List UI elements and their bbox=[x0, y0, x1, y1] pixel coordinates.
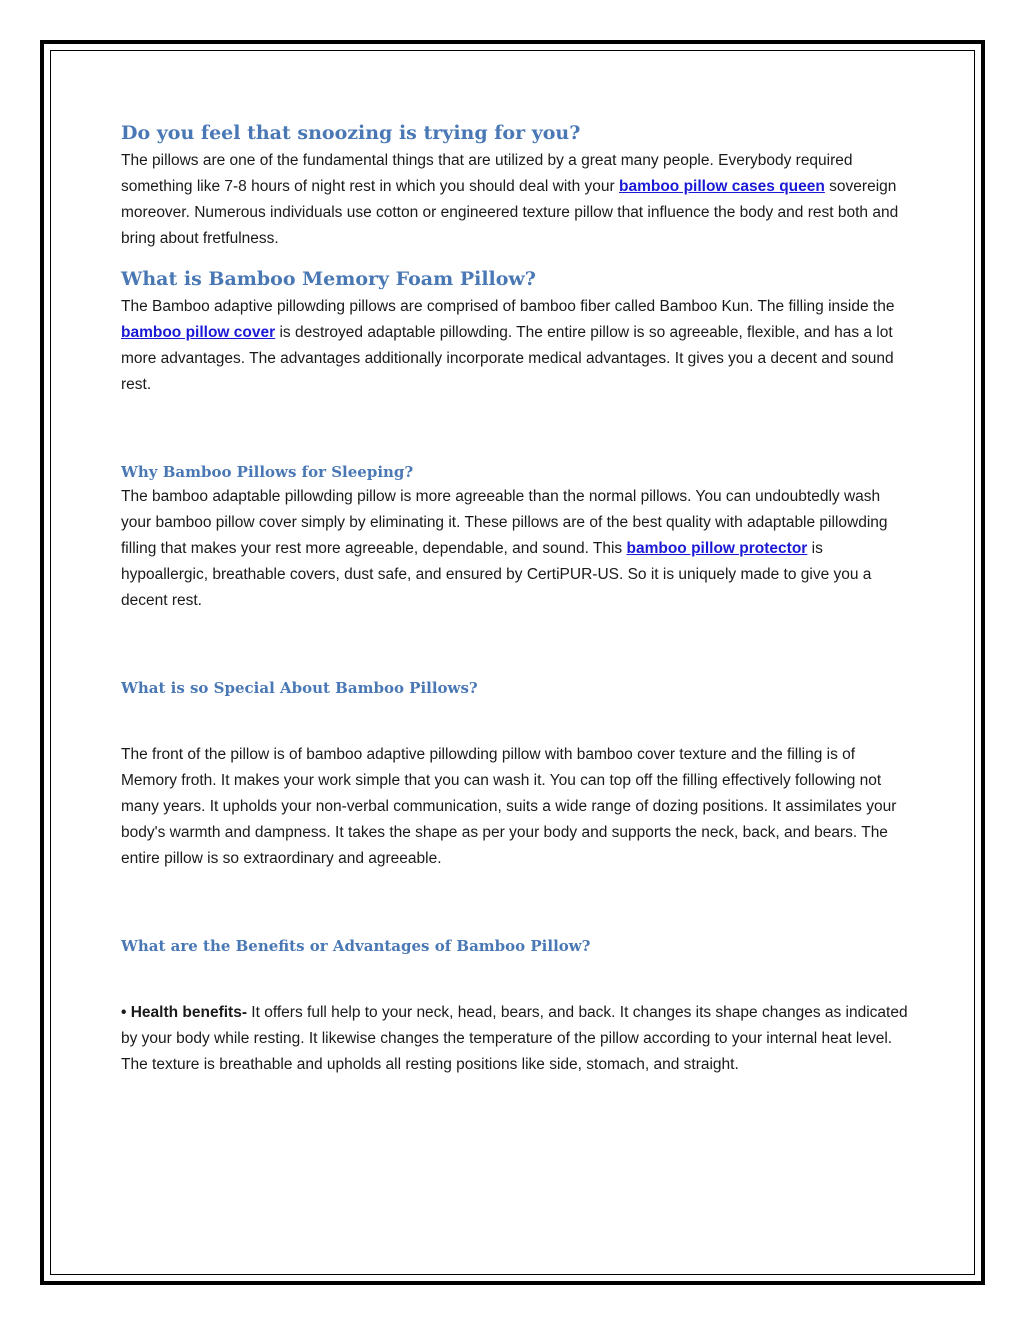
paragraph-text: The bamboo adaptable pillowding pillow is more agreeable than the normal pillows. You can undoubtedly wash your bamboo pillow cover simply by eliminating it. These pillows are of the best quality with adaptable pillowding filling that makes your rest more agreeable, dependable, and sound. This bbox=[121, 488, 888, 557]
heading-snoozing: Do you feel that snoozing is trying for you? bbox=[121, 122, 581, 144]
paragraph-memory-foam bbox=[121, 294, 911, 398]
heading-memory-foam: What is Bamboo Memory Foam Pillow? bbox=[121, 268, 536, 290]
section-special bbox=[121, 676, 911, 872]
heading-why-bamboo: Why Bamboo Pillows for Sleeping? bbox=[121, 463, 414, 481]
link-bamboo-pillow-cases-queen[interactable]: bamboo pillow cases queen bbox=[619, 178, 825, 195]
section-memory-foam bbox=[121, 264, 911, 398]
link-bamboo-pillow-protector[interactable]: bamboo pillow protector bbox=[626, 540, 808, 557]
heading-benefits: What are the Benefits or Advantages of Bamboo Pillow? bbox=[121, 937, 591, 955]
section-why-bamboo bbox=[121, 460, 911, 614]
paragraph-text: is hypoallergic, breathable covers, dust safe, and ensured by CertiPUR-US. So it is uniquely made to give you a decent rest. bbox=[121, 540, 872, 609]
section-benefits bbox=[121, 934, 911, 1078]
paragraph-benefits bbox=[121, 1000, 911, 1078]
paragraph-why-bamboo bbox=[121, 484, 911, 614]
paragraph-text: The pillows are one of the fundamental things that are utilized by a great many people. Everybody required something like 7-8 hours of night rest in which you should deal with your bbox=[121, 152, 853, 195]
paragraph-snoozing bbox=[121, 148, 911, 252]
paragraph-text: sovereign moreover. Numerous individuals use cotton or engineered texture pillow that influence the body and rest both and bring about fretfulness. bbox=[121, 178, 899, 247]
heading-special: What is so Special About Bamboo Pillows? bbox=[121, 679, 478, 697]
paragraph-text: The Bamboo adaptive pillowding pillows are comprised of bamboo fiber called Bamboo Kun. The filling inside the bbox=[121, 298, 895, 315]
link-bamboo-pillow-cover[interactable]: bamboo pillow cover bbox=[121, 324, 276, 341]
paragraph-text: is destroyed adaptable pillowding. The entire pillow is so agreeable, flexible, and has a lot more advantages. The advantages additionally incorporate medical advantages. It gives you a decent and sound rest. bbox=[121, 324, 894, 393]
paragraph-text: It offers full help to your neck, head, bears, and back. It changes its shape changes as indicated by your body while resting. It likewise changes the temperature of the pillow according to your internal heat level. The texture is breathable and upholds all resting positions like side, stomach, and straight. bbox=[121, 1004, 908, 1073]
document-content bbox=[121, 118, 911, 1078]
paragraph-special: The front of the pillow is of bamboo adaptive pillowding pillow with bamboo cover texture and the filling is of Memory froth. It makes your work simple that you can wash it. You can top off the filling effectively following not many years. It upholds your non-verbal communication, suits a wide range of dozing positions. It assimilates your body's warmth and dampness. It takes the shape as per your body and supports the neck, back, and bears. The entire pillow is so extraordinary and agreeable. bbox=[121, 746, 897, 867]
bullet-health-benefits: • Health benefits- bbox=[121, 1004, 247, 1021]
section-snoozing bbox=[121, 118, 911, 252]
